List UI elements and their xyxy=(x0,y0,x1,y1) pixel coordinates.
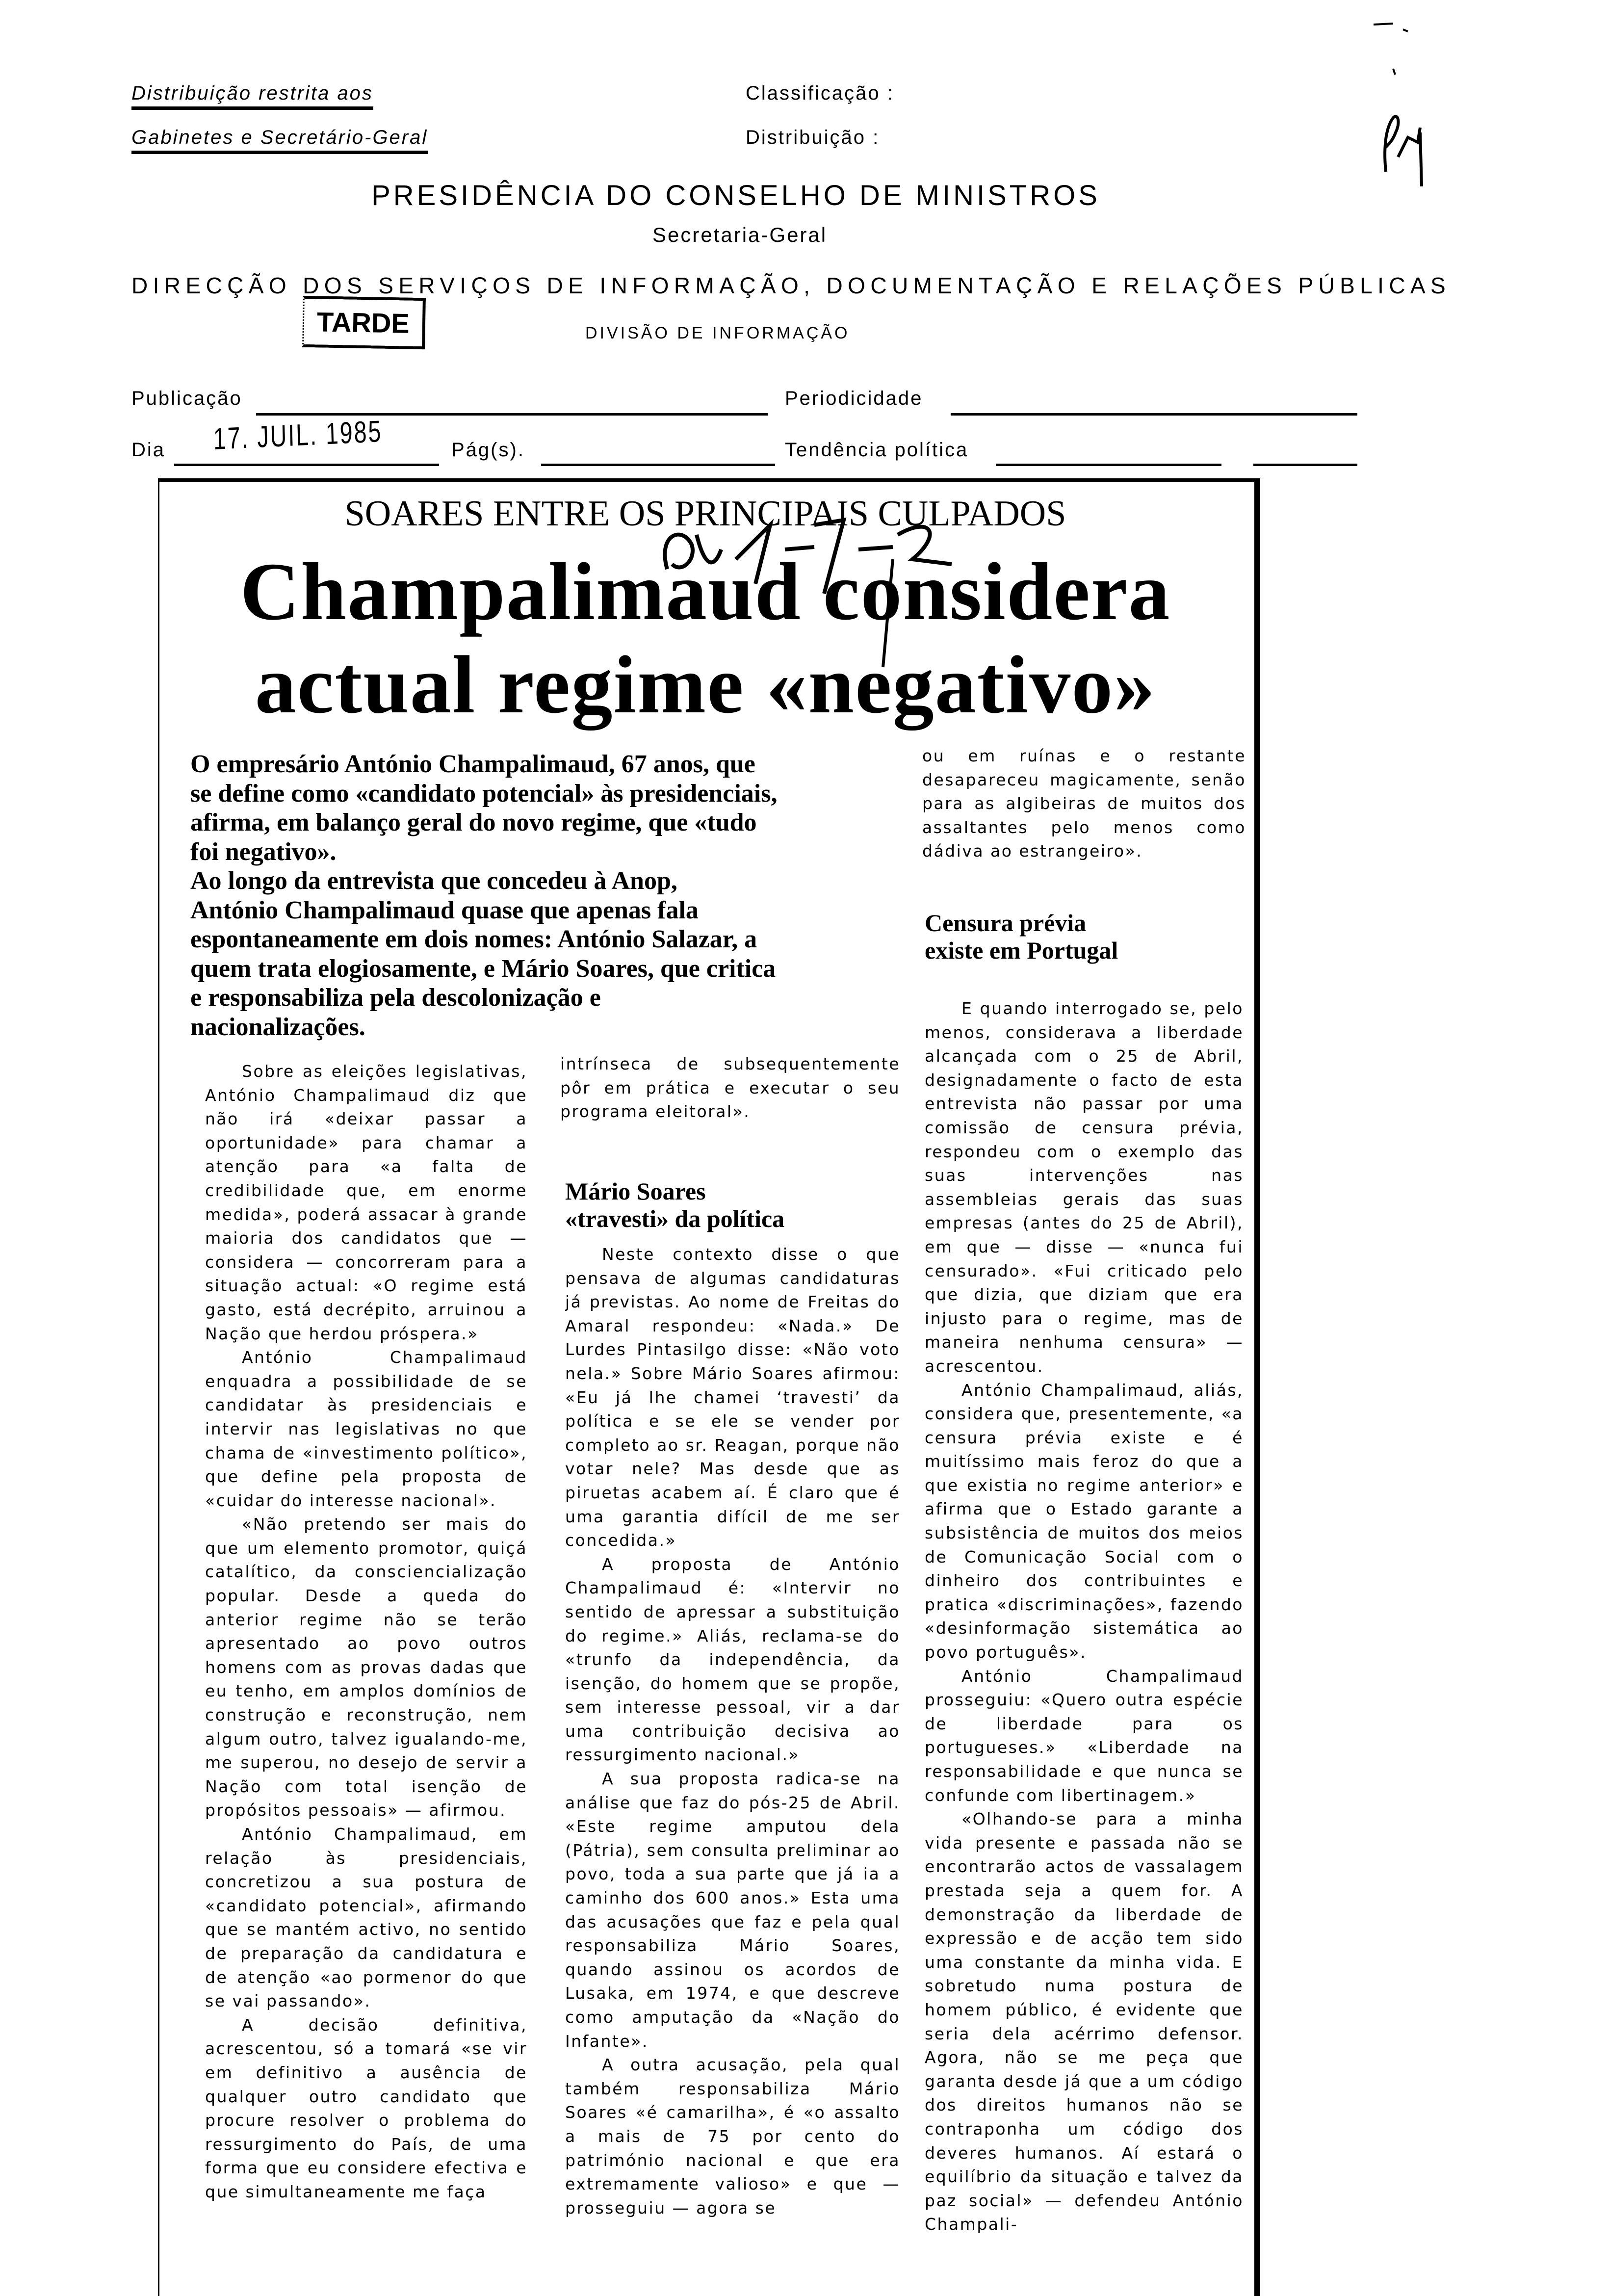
pages-label: Pág(s). xyxy=(451,439,525,461)
subheading-line: Mário Soares xyxy=(565,1177,706,1205)
paragraph: E quando interrogado se, pelo menos, considerava a liberdade alcançada com o 25 de Abril, designadamente o facto de esta entrevista não passar por uma comissão de censura prévia, respondeu com o exemplo das suas intervenções nas assembleias gerais das suas empresas (antes do 25 de Abril), em que — disse — «nunca fui censurado». «Fui criticado pelo que dizia, que diziam que era injusto para o regime, mas de maneira nenhuma censura» — acrescentou. xyxy=(925,999,1244,1376)
article-column-2-continuation xyxy=(560,1052,900,1136)
day-field xyxy=(174,464,439,466)
subheading-censura-previa xyxy=(925,909,1118,964)
periodicity-label: Periodicidade xyxy=(785,388,923,409)
lead-line: O empresário António Champalimaud, 67 anos, que xyxy=(190,750,755,778)
lead-line: quem trata elogiosamente, e Mário Soares, que critica xyxy=(190,954,776,983)
directorate-title: DIRECÇÃO DOS SERVIÇOS DE INFORMAÇÃO, DOCUMENTAÇÃO E RELAÇÕES PÚBLICAS xyxy=(131,273,1451,298)
lead-line: nacionalizações. xyxy=(190,1013,365,1041)
paragraph: ou em ruínas e o restante desapareceu magicamente, senão para as algibeiras de muitos dos assaltantes pelo menos como dádiva ao estrangeiro». xyxy=(922,746,1246,861)
article-column-3 xyxy=(925,997,1244,2292)
day-label: Dia xyxy=(131,439,166,461)
paragraph: António Champalimaud, aliás, considera que, presentemente, «a censura prévia existe e é muitíssimo mais feroz do que a que existia no regime anterior» e afirma que o Estado garante a subsistência de muitos dos meios de Comunicação Social com o dinheiro dos contribuintes e pratica «discriminações», fazendo «desinformação sistemática ao povo português». xyxy=(925,1380,1244,1662)
lead-line: espontaneamente em dois nomes: António Salazar, a xyxy=(190,925,757,953)
lead-paragraph xyxy=(190,750,777,1042)
political-tendency-field xyxy=(996,464,1221,466)
lead-line: se define como «candidato potencial» às presidenciais, xyxy=(190,779,778,808)
article-column-2 xyxy=(565,1243,900,2292)
classification-label: Classificação : xyxy=(746,82,894,104)
lead-line: António Champalimaud quase que apenas fala xyxy=(190,896,699,924)
lead-line: e responsabiliza pela descolonização e xyxy=(190,984,601,1012)
distribution-label: Distribuição : xyxy=(746,127,880,148)
paragraph: A proposta de António Champalimaud é: «Intervir no sentido de apressar a substituição do regime.» Aliás, reclama-se do «trunfo da independência, da isenção, do homem que se propõe, sem interesse pessoal, vir a dar uma contribuição decisiva ao ressurgimento nacional.» xyxy=(565,1554,900,1765)
restricted-distribution-line1: Distribuição restrita aos xyxy=(131,82,373,110)
paragraph: A sua proposta radica-se na análise que faz do pós-25 de Abril. «Este regime amputou dela (Pátria), sem consulta preliminar ao povo, toda a sua parte que já ia a caminho dos 600 anos.» Esta uma das acusações que faz e pela qual responsabiliza Mário Soares, quando assinou os acordos de Lusaka, em 1974, e que descreve como amputação da «Nação do Infante». xyxy=(565,1769,900,2051)
headline-line2: actual regime «negativo» xyxy=(255,639,1156,731)
subheading-line: existe em Portugal xyxy=(925,937,1118,964)
handwritten-page-number-icon xyxy=(1364,10,1511,186)
tarde-stamp: TARDE xyxy=(302,296,426,349)
article-column-3-continuation xyxy=(922,744,1246,864)
periodicity-field xyxy=(951,413,1357,416)
handwritten-annotation-icon xyxy=(638,505,1128,682)
political-tendency-field-extra xyxy=(1253,464,1357,466)
lead-line: foi negativo». xyxy=(190,837,337,866)
lead-line: Ao longo da entrevista que concedeu à Anop, xyxy=(190,867,677,895)
ministry-title: PRESIDÊNCIA DO CONSELHO DE MINISTROS xyxy=(371,180,1100,211)
paragraph: António Champalimaud enquadra a possibilidade de se candidatar às presidenciais e intervir nas legislativas no que chama de «investimento político», que define pela proposta de «cuidar do interesse nacional». xyxy=(205,1348,527,1510)
date-stamp: 17. JUIL. 1985 xyxy=(213,414,383,456)
headline-line1: Champalimaud considera xyxy=(240,546,1171,637)
publication-label: Publicação xyxy=(131,388,242,409)
division-title: DIVISÃO DE INFORMAÇÃO xyxy=(585,324,850,342)
paragraph: A outra acusação, pela qual também responsabiliza Mário Soares «é camarilha», é «o assalto a mais de 75 por cento do património nacional e que era extremamente valioso» e que — prosseguiu — agora se xyxy=(565,2055,900,2218)
paragraph: António Champalimaud prosseguiu: «Quero outra espécie de liberdade para os portugueses.» «Liberdade na responsabilidade e que nunca se confunde com libertinagem.» xyxy=(925,1666,1244,1805)
restricted-distribution-line2: Gabinetes e Secretário-Geral xyxy=(131,127,428,154)
subheading-mario-soares xyxy=(565,1177,784,1232)
secretariat-title: Secretaria-Geral xyxy=(652,223,828,246)
article-column-1 xyxy=(205,1060,527,2292)
paragraph: intrínseca de subsequentemente pôr em prática e executar o seu programa eleitoral». xyxy=(560,1054,900,1122)
paragraph: «Olhando-se para a minha vida presente e passada não se encontrarão actos de vassalagem prestada seja a quem for. A demonstração da liberdade de expressão e de acção tem sido uma constante da minha vida. E sobretudo numa postura de homem público, é evidente que seria dela acérrimo defensor. Agora, não se me peça que garanta desde já que a um código dos direitos humanos não se contraponha um código dos deveres humanos. Aí estará o equilíbrio da situação e talvez da paz social» — defendeu António Champali- xyxy=(925,1809,1244,2234)
paragraph: Sobre as eleições legislativas, António Champalimaud diz que não irá «deixar passar a oportunidade» para chamar a atenção para «a falta de credibilidade que, em enorme medida», poderá assacar à grande maioria dos candidatos que — considera — concorreram para a situação actual: «O regime está gasto, está decrépito, arruinou a Nação que herdou próspera.» xyxy=(205,1062,527,1343)
paragraph: António Champalimaud, em relação às presidenciais, concretizou a sua postura de «candidato potencial», afirmando que se mantém activo, no sentido de preparação da candidatura e de atenção «ao pormenor do que se vai passando». xyxy=(205,1825,527,2011)
political-tendency-label: Tendência política xyxy=(785,439,969,461)
publication-field xyxy=(256,413,768,416)
article-kicker: SOARES ENTRE OS PRINCIPAIS CULPADOS xyxy=(344,494,1066,534)
lead-line: afirma, em balanço geral do novo regime, que «tudo xyxy=(190,809,757,836)
paragraph: A decisão definitiva, acrescentou, só a tomará «se vir em definitivo a ausência de qualquer outro candidato que procure resolver o problema do ressurgimento do País, de uma forma que eu considere efectiva e que simultaneamente me faça xyxy=(205,2015,527,2201)
subheading-line: «travesti» da política xyxy=(565,1205,785,1232)
paragraph: Neste contexto disse o que pensava de algumas candidaturas já previstas. Ao nome de Freitas do Amaral respondeu: «Nada.» De Lurdes Pintasilgo disse: «Não voto nela.» Sobre Mário Soares afirmou: «Eu já lhe chamei ‘travesti’ da política e se ele se vender por completo ao sr. Reagan, porque não votar nele? Mas desde que as piruetas acabem aí. É claro que é uma garantia difícil de me ser concedida.» xyxy=(565,1245,900,1550)
paragraph: «Não pretendo ser mais do que um elemento promotor, quiçá catalítico, da consciencialização popular. Desde a queda do anterior regime não se terão apresentado ao povo outros homens com as provas dadas que eu tenho, em amplos domínios de construção e reconstrução, nem algum outro, talvez igualando-me, me superou, no desejo de servir a Nação com total isenção de propósitos pessoais» — afirmou. xyxy=(205,1514,527,1820)
pages-field xyxy=(541,464,775,466)
subheading-line: Censura prévia xyxy=(925,909,1087,937)
